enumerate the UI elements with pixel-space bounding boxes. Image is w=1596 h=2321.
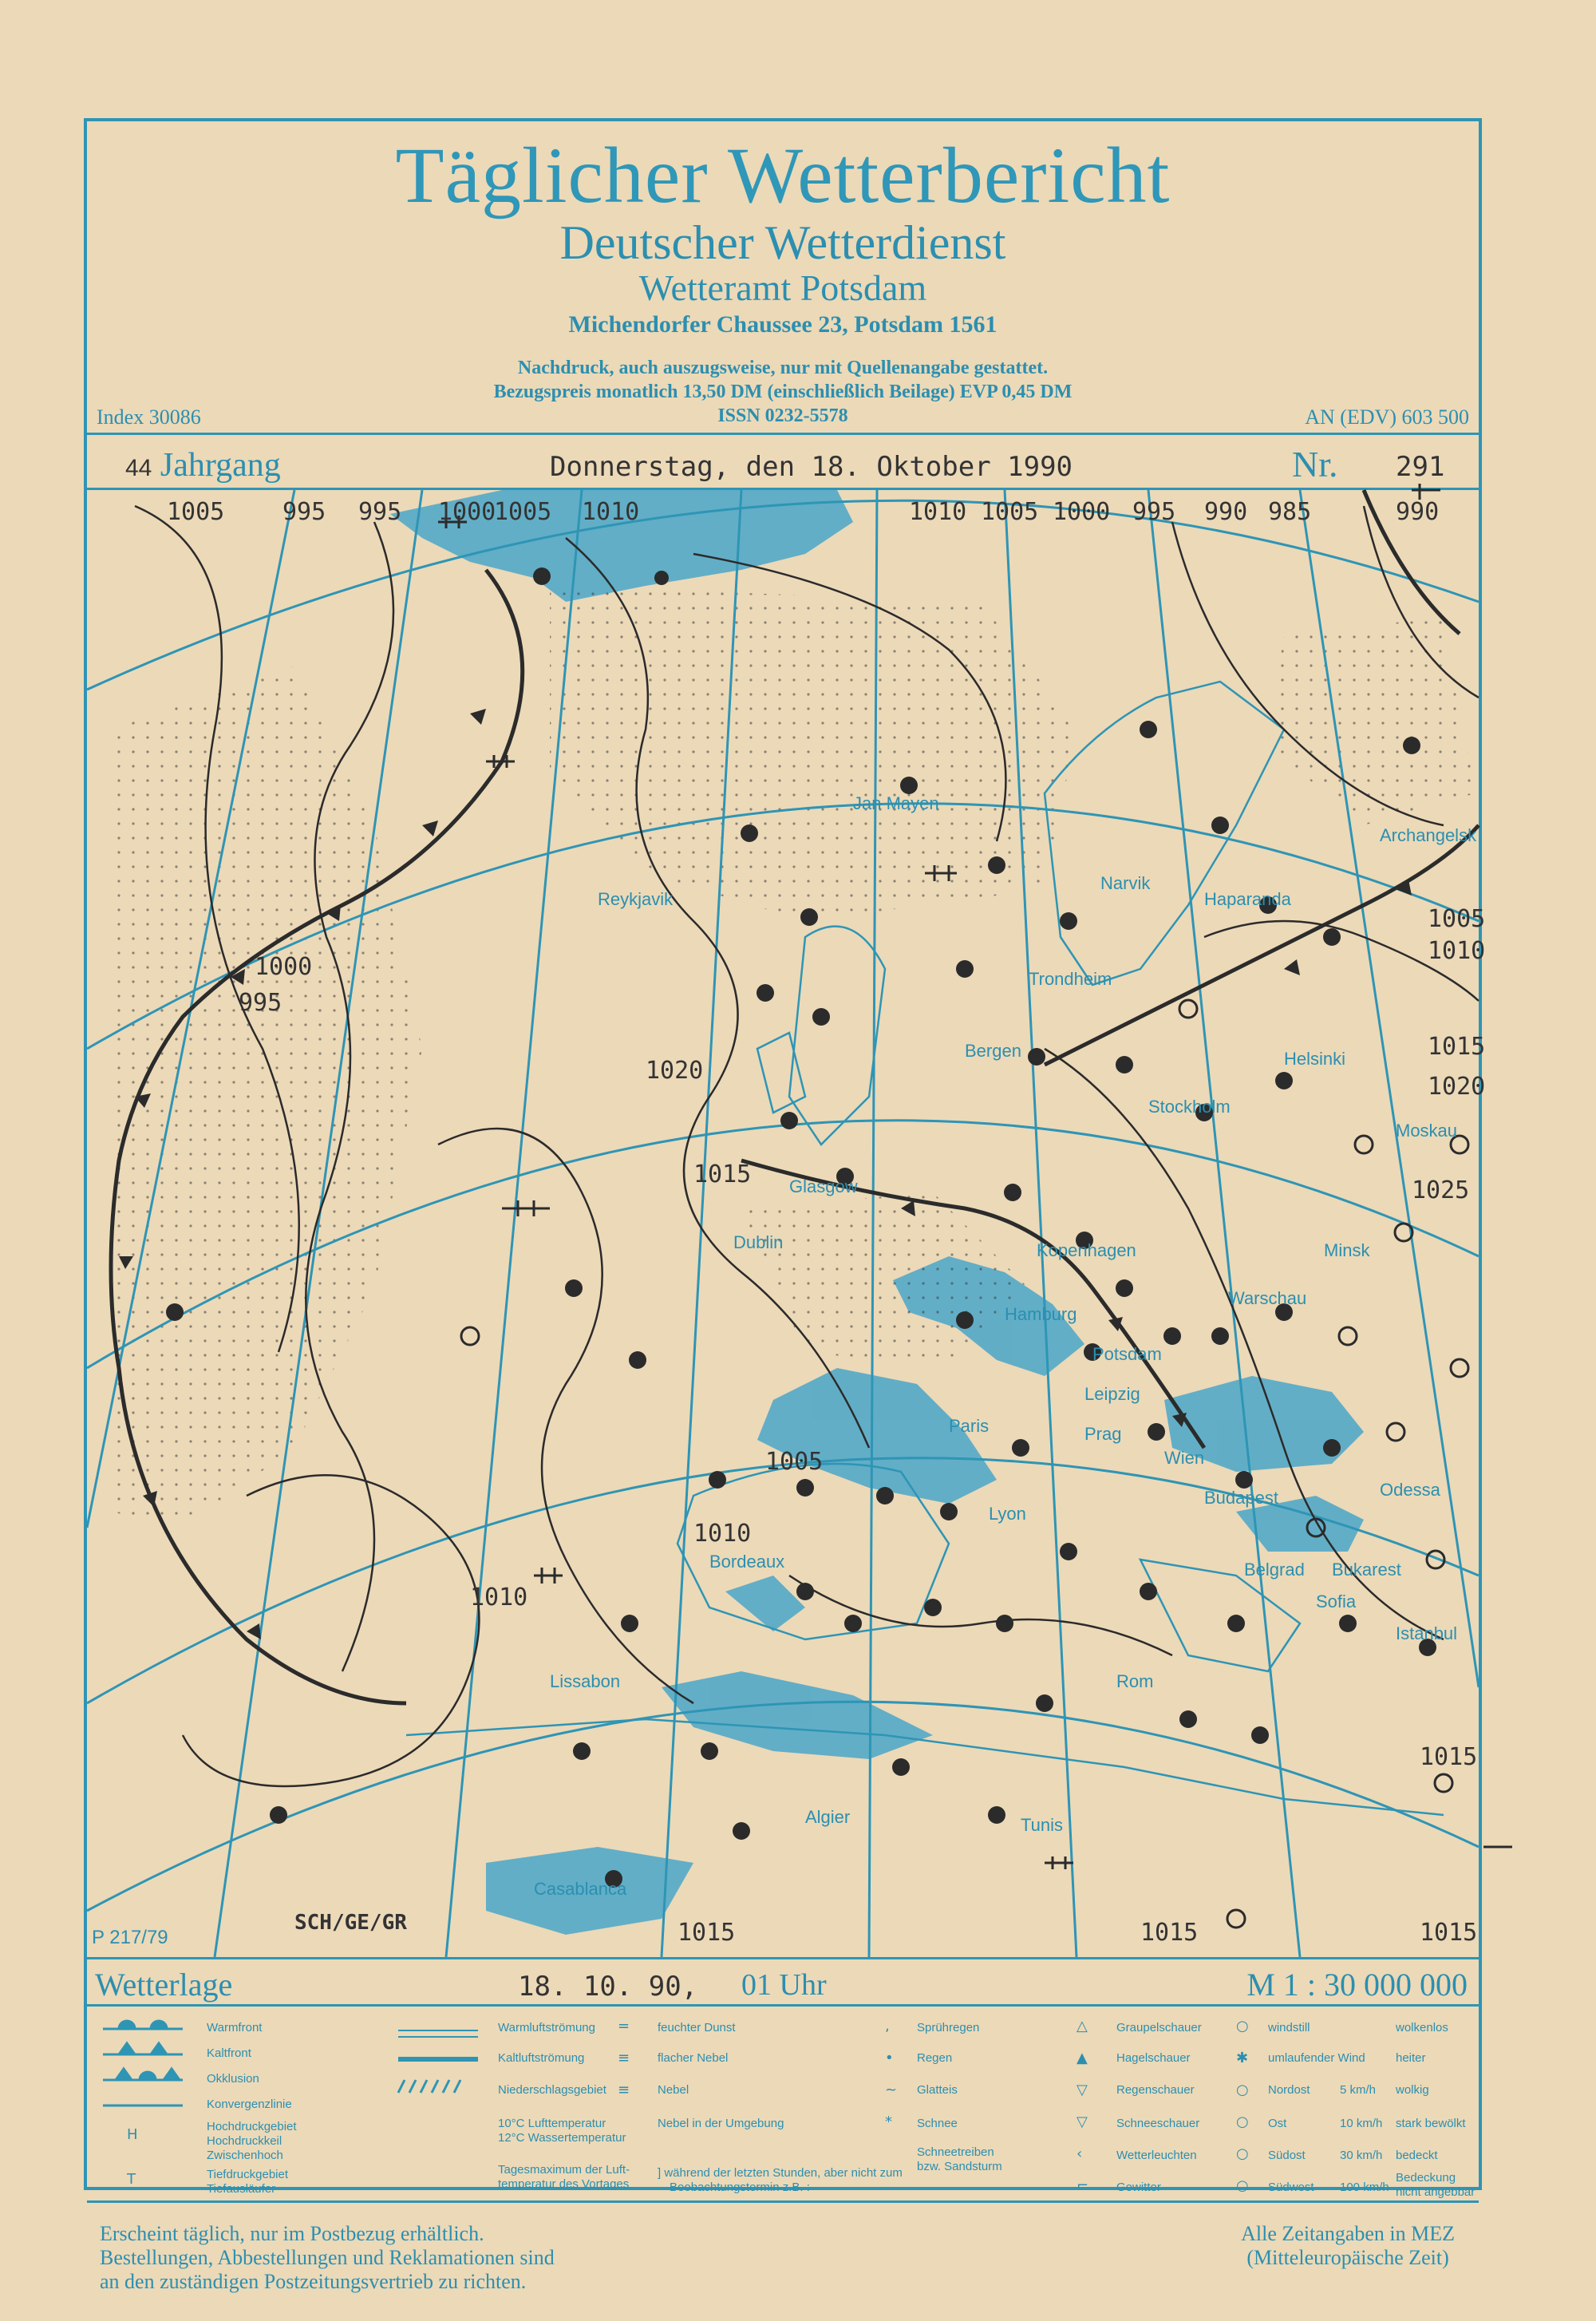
- city-label: Casablanca: [534, 1879, 627, 1899]
- legend-item: Nebel: [658, 2083, 689, 2097]
- legend-item: Glatteis: [917, 2083, 958, 2097]
- legend-item: bzw. Sandsturm: [917, 2160, 1002, 2173]
- isobar-label: 1015: [1420, 1919, 1478, 1947]
- legend-item: 30 km/h: [1340, 2149, 1383, 2162]
- footer-line: Alle Zeitangaben in MEZ: [1241, 2222, 1455, 2245]
- isobar-label: 1000: [438, 498, 496, 526]
- price-notice: Bezugspreis monatlich 13,50 DM (einschließlich Beilage) EVP 0,45 DM: [493, 382, 1073, 402]
- legend-item: Bedeckung: [1396, 2171, 1456, 2185]
- footer: [87, 2203, 1479, 2291]
- city-label: Bergen: [965, 1041, 1021, 1061]
- isobar-label: 1005: [1428, 905, 1486, 933]
- haze-icon: =: [618, 2018, 630, 2034]
- fog-icon: ≡: [618, 2082, 630, 2098]
- isobar-label: 1005: [167, 498, 225, 526]
- situation-date: 18. 10. 90,: [518, 1971, 698, 2003]
- legend-item: temperatur des Vortages: [498, 2177, 630, 2191]
- footer-right: [1241, 2222, 1455, 2270]
- isobar-label: 1025: [1412, 1176, 1470, 1204]
- city-label: Moskau: [1396, 1121, 1458, 1141]
- legend-item: Graupelschauer: [1116, 2021, 1202, 2034]
- isobar-label: 1000: [255, 953, 313, 981]
- legend-item: Schneetreiben: [917, 2145, 994, 2159]
- footer-line: Bestellungen, Abbestellungen und Reklamationen sind: [100, 2246, 555, 2269]
- footer-line: (Mitteleuropäische Zeit): [1246, 2246, 1449, 2269]
- legend-item: 12°C Wassertemperatur: [498, 2131, 626, 2145]
- city-label: Helsinki: [1284, 1049, 1346, 1069]
- city-label: Bordeaux: [709, 1552, 785, 1572]
- city-label: Leipzig: [1084, 1384, 1140, 1404]
- legend-item: Ost: [1268, 2117, 1287, 2130]
- isobar-label: 990: [1204, 498, 1248, 526]
- city-label: Istanbul: [1396, 1623, 1458, 1643]
- legend-item: stark bewölkt: [1396, 2117, 1466, 2130]
- legend-item: Hochdruckkeil: [207, 2134, 282, 2148]
- legend-item: Nebel in der Umgebung: [658, 2117, 784, 2130]
- legend-item: Warmluftströmung: [498, 2021, 595, 2034]
- legend-item: Kaltfront: [207, 2046, 251, 2060]
- city-label: Lissabon: [550, 1671, 621, 1691]
- issue-number: 291: [1396, 451, 1445, 483]
- isobar-label: 1015: [1428, 1033, 1486, 1061]
- low-pressure-icon: T: [127, 2171, 136, 2188]
- legend-item: Regen: [917, 2051, 953, 2065]
- isobar-label: 995: [239, 989, 282, 1017]
- map-credit: SCH/GE/GR: [294, 1911, 407, 1935]
- city-label: Lyon: [989, 1504, 1026, 1524]
- city-label: Archangelsk: [1380, 825, 1477, 845]
- issn: ISSN 0232-5578: [717, 405, 848, 426]
- rain-shower-icon: ▽: [1077, 2082, 1088, 2098]
- legend-item: 10°C Lufttemperatur: [498, 2117, 606, 2130]
- volume-number: 44: [125, 455, 152, 481]
- isobar-label: 995: [358, 498, 402, 526]
- isobar-label: 1000: [1053, 498, 1111, 526]
- hail-icon: ▲: [1077, 2050, 1088, 2066]
- city-label: Jan Mayen: [853, 793, 939, 813]
- wind-southwest-icon: ○: [1236, 2177, 1249, 2194]
- isobar-label: 1010: [470, 1584, 528, 1611]
- city-label: Narvik: [1100, 873, 1151, 893]
- drizzle-icon: ,: [885, 2018, 890, 2034]
- weather-map: [87, 490, 1486, 1957]
- legend-item: wolkig: [1396, 2083, 1429, 2097]
- city-label: Tunis: [1021, 1815, 1063, 1835]
- city-label: Wien: [1164, 1448, 1205, 1468]
- legend-item: flacher Nebel: [658, 2051, 729, 2065]
- map-graphic: [87, 490, 1479, 1957]
- legend-item: feuchter Dunst: [658, 2021, 736, 2034]
- city-label: Hamburg: [1005, 1304, 1077, 1324]
- legend-item: Südost: [1268, 2149, 1306, 2162]
- glaze-icon: ~: [885, 2082, 898, 2098]
- lightning-icon: ‹: [1077, 2145, 1083, 2162]
- isobar-label: 1015: [678, 1919, 736, 1947]
- isobar-label: 1015: [1420, 1743, 1478, 1771]
- rain-icon: •: [885, 2050, 894, 2066]
- isobar-label: 1010: [582, 498, 640, 526]
- legend-item: Gewitter: [1116, 2181, 1161, 2194]
- high-pressure-icon: H: [127, 2126, 138, 2143]
- city-label: Haparanda: [1204, 889, 1291, 909]
- city-label: Minsk: [1324, 1240, 1370, 1260]
- thunderstorm-icon: ⌐: [1077, 2177, 1089, 2194]
- legend-item: Sprühregen: [917, 2021, 980, 2034]
- variable-wind-icon: ✱: [1236, 2050, 1249, 2066]
- city-label: Bukarest: [1332, 1560, 1401, 1580]
- legend-item: bedeckt: [1396, 2149, 1438, 2162]
- calm-icon: ○: [1236, 2018, 1249, 2034]
- isobar-label: 1020: [1428, 1073, 1486, 1101]
- situation-strip: [87, 1957, 1479, 2007]
- city-label: Prag: [1084, 1424, 1122, 1444]
- city-label: Rom: [1116, 1671, 1154, 1691]
- isobar-label: 990: [1396, 498, 1440, 526]
- legend: [87, 2007, 1479, 2203]
- report-frame: [84, 118, 1486, 2293]
- index-number: Index 30086: [97, 405, 201, 429]
- legend-item: Hagelschauer: [1116, 2051, 1191, 2065]
- legend-item: Regenschauer: [1116, 2083, 1195, 2097]
- map-scale: M 1 : 30 000 000: [1246, 1967, 1468, 2003]
- city-label: Belgrad: [1244, 1560, 1305, 1580]
- office-address: Michendorfer Chaussee 23, Potsdam 1561: [568, 311, 998, 338]
- isobar-label: 985: [1268, 498, 1312, 526]
- isobar-label: 1005: [765, 1448, 824, 1476]
- an-number: AN (EDV) 603 500: [1305, 405, 1469, 429]
- isobar-label: 1010: [693, 1520, 752, 1548]
- legend-item: 10 km/h: [1340, 2117, 1383, 2130]
- isobar-label: 995: [282, 498, 326, 526]
- city-label: Odessa: [1380, 1480, 1440, 1500]
- city-label: Stockholm: [1148, 1097, 1231, 1117]
- legend-item: Tagesmaximum der Luft-: [498, 2163, 630, 2177]
- wind-southeast-icon: ○: [1236, 2145, 1249, 2162]
- report-title: Täglicher Wetterbericht: [395, 131, 1171, 219]
- isobar-label: 1010: [1428, 937, 1486, 965]
- volume: [125, 446, 281, 484]
- wind-northeast-icon: ○: [1236, 2082, 1249, 2098]
- city-label: Trondheim: [1029, 969, 1112, 989]
- legend-item: 5 km/h: [1340, 2083, 1377, 2097]
- snow-shower-icon: ▽: [1077, 2113, 1088, 2130]
- city-label: Reykjavik: [598, 889, 674, 909]
- legend-item: Hochdruckgebiet: [207, 2120, 297, 2133]
- legend-item: Tiefausläufer: [207, 2182, 276, 2196]
- legend-item: Südwest: [1268, 2181, 1314, 2194]
- footer-line: an den zuständigen Postzeitungsvertrieb zu richten.: [100, 2270, 527, 2293]
- isobar-label: 1005: [494, 498, 552, 526]
- legend-item: wolkenlos: [1396, 2021, 1448, 2034]
- legend-item: Niederschlagsgebiet: [498, 2083, 606, 2097]
- city-label: Sofia: [1316, 1591, 1357, 1611]
- snow-icon: *: [885, 2113, 892, 2130]
- legend-item: 100 km/h: [1340, 2181, 1389, 2194]
- issue-date: Donnerstag, den 18. Oktober 1990: [550, 451, 1073, 483]
- isobar-label: 1010: [909, 498, 967, 526]
- city-label: Kopenhagen: [1037, 1240, 1136, 1260]
- masthead: [87, 121, 1479, 433]
- legend-item: Nordost: [1268, 2083, 1310, 2097]
- city-label: Paris: [949, 1416, 990, 1436]
- isobar-label: 995: [1132, 498, 1176, 526]
- legend-item: Schneeschauer: [1116, 2117, 1200, 2130]
- isobar-label: 1020: [646, 1057, 704, 1085]
- isobar-label: 1015: [693, 1160, 752, 1188]
- legend-item: umlaufender Wind: [1268, 2051, 1365, 2065]
- legend-item: Schnee: [917, 2117, 958, 2130]
- footer-line: Erscheint täglich, nur im Postbezug erhältlich.: [100, 2222, 484, 2245]
- service-name: Deutscher Wetterdienst: [559, 216, 1006, 269]
- city-label: Potsdam: [1092, 1344, 1162, 1364]
- city-label: Algier: [805, 1807, 851, 1827]
- plate-number: P 217/79: [92, 1927, 168, 1948]
- situation-time: 01 Uhr: [741, 1968, 827, 2002]
- dateline: [87, 433, 1479, 490]
- city-label: Budapest: [1204, 1488, 1278, 1508]
- wind-east-icon: ○: [1236, 2113, 1249, 2130]
- legend-item: Warmfront: [207, 2021, 263, 2034]
- city-label: Dublin: [733, 1232, 784, 1252]
- legend-item: Tiefdruckgebiet: [207, 2168, 288, 2181]
- reprint-notice: Nachdruck, auch auszugsweise, nur mit Quellenangabe gestattet.: [517, 358, 1049, 378]
- issue-number-label: Nr.: [1292, 444, 1338, 484]
- legend-item: Wetterleuchten: [1116, 2149, 1197, 2162]
- legend-item: Konvergenzlinie: [207, 2098, 292, 2111]
- city-label: Glasgow: [789, 1176, 858, 1196]
- legend-item: Okklusion: [207, 2072, 259, 2086]
- isobar-label: 1005: [981, 498, 1039, 526]
- situation-label: Wetterlage: [95, 1967, 233, 2003]
- legend-item: nicht angebbar: [1396, 2185, 1476, 2199]
- isobar-label: 1015: [1140, 1919, 1199, 1947]
- footer-left: [100, 2222, 555, 2294]
- legend-item: windstill: [1268, 2021, 1310, 2034]
- legend-item: ] während der letzten Stunden, aber nicht zum: [658, 2166, 903, 2180]
- office-name: Wetteramt Potsdam: [638, 267, 927, 308]
- graupel-icon: △: [1077, 2018, 1088, 2034]
- city-label: Warschau: [1228, 1288, 1307, 1308]
- volume-label: Jahrgang: [160, 447, 281, 484]
- legend-item: Zwischenhoch: [207, 2149, 283, 2162]
- legend-item: Beobachtungstermin z.B. :: [670, 2181, 810, 2194]
- legend-item: heiter: [1396, 2051, 1426, 2065]
- shallow-fog-icon: ≡: [618, 2050, 630, 2066]
- legend-item: Kaltluftströmung: [498, 2051, 585, 2065]
